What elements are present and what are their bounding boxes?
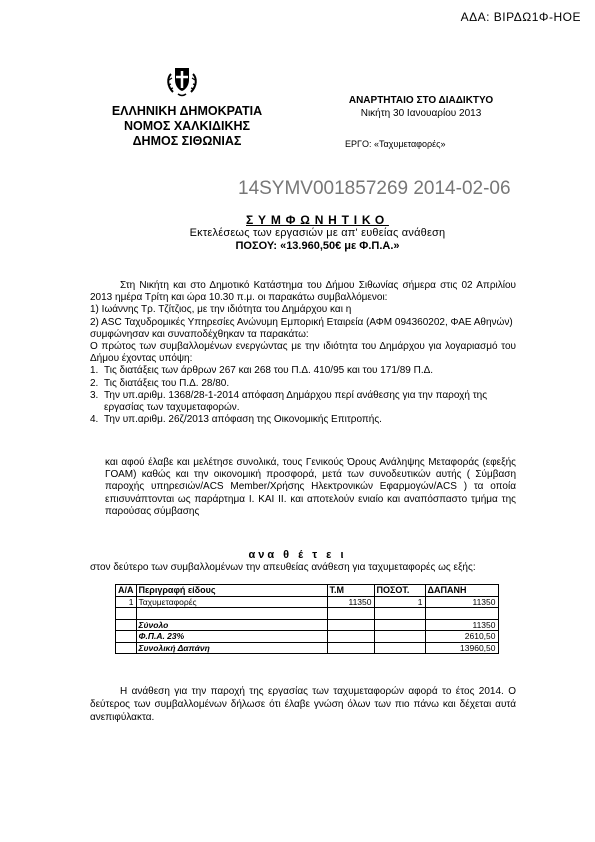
party-1: 1) Ιωάννης Τρ. Τζίτζιος, με την ιδιότητα του Δημάρχου και η — [90, 304, 352, 316]
considering-line: Ο πρώτος των συμβαλλομένων ενεργώντας με την ιδιότητα του Δημάρχου για λογαριασμό του Δήμου έχοντας υπόψη: — [90, 341, 516, 365]
intro-paragraph: Στη Νικήτη και στο Δημοτικό Κατάστημα του Δήμου Σιθωνίας σήμερα στις 02 Απριλίου 2013 ημέρα Τρίτη και ώρα 10.30 π.μ. οι παρακάτω συμβαλλόμενοι: — [90, 280, 516, 304]
greek-emblem-icon — [165, 60, 199, 98]
col-aa: Α/Α — [116, 585, 137, 597]
table-header-row — [116, 585, 499, 597]
grand-total-row: Συνολική Δαπάνη 13960,50 — [116, 642, 499, 654]
items-table — [115, 584, 499, 654]
assigns-text: στον δεύτερο των συμβαλλομένων την απευθείας ανάθεση για ταχυμεταφορές ως εξής: — [90, 562, 476, 573]
table-row: 1 Ταχυμεταφορές 11350 1 11350 — [116, 596, 499, 608]
authority-line-3: ΔΗΜΟΣ ΣΙΘΩΝΙΑΣ — [132, 134, 242, 148]
authority-line-2: ΝΟΜΟΣ ΧΑΛΚΙΔΙΚΗΣ — [123, 119, 251, 133]
table-row — [116, 608, 499, 620]
posting-title: ΑΝΑΡΤΗΤΑΙΟ ΣΤΟ ΔΙΑΔΙΚΤΥΟ — [348, 95, 494, 106]
col-description: Περιγραφή είδους — [136, 585, 327, 597]
closing-paragraph — [90, 685, 516, 724]
posting-block — [330, 94, 512, 120]
vat-row: Φ.Π.Α. 23% 2610,50 — [116, 631, 499, 643]
terms-paragraph: και αφού έλαβε και μελέτησε συνολικά, τους Γενικούς Όρους Ανάληψης Μεταφοράς (εφεξής ΓΟΑΜ) καθώς και την οικονομική προσφορά, μετά των συνοδευτικών αυτής ( Σύμβαση παροχής υπηρεσιών/ACS Member/Χρήσης Ηλεκτρονικών Εφαρμογών/ACS ) τα οποία επισυνάπτονται ως παράρτημα Ι. ΚΑΙ ΙΙ. και αποτελούν ενιαίο και αναπόσπαστο τμήμα της παρούσας σύμβασης — [105, 457, 516, 517]
document-date: Νικήτη 30 Ιανουαρίου 2013 — [360, 108, 482, 119]
authority-line-1: ΕΛΛΗΝΙΚΗ ΔΗΜΟΚΡΑΤΙΑ — [111, 104, 263, 118]
list-item: 4. Την υπ.αριθμ. 26ζ/2013 απόφαση της Οικονομικής Επιτροπής. — [90, 414, 382, 426]
project-label: ΕΡΓΟ: «Ταχυμεταφορές» — [345, 139, 446, 149]
registration-number: 14SYMV001857269 2014-02-06 — [238, 178, 511, 199]
document-subtitle: Εκτελέσεως των εργασιών με απ' ευθείας ανάθεση — [189, 227, 446, 239]
list-item: 3. Την υπ.αριθμ. 1368/28-1-2014 απόφαση Δημάρχου περί ανάθεσης για την παροχή της εργασίας των ταχυμεταφορών. — [90, 389, 488, 414]
agreement-line: συμφώνησαν και συναποδέχθηκαν τα παρακάτω: — [90, 328, 309, 340]
assigns-heading: ανα θ έ τ ε ι — [248, 549, 347, 561]
col-quantity: ΠΟΣΟΤ. — [374, 585, 425, 597]
list-item: 2. Τις διατάξεις του Π.Δ. 28/80. — [90, 377, 230, 389]
conditions-list — [90, 365, 516, 426]
title-block — [0, 213, 595, 252]
authority-block — [92, 104, 282, 149]
col-expense: ΔΑΠΑΝΗ — [425, 585, 498, 597]
party-2: 2) ASC Ταχυδρομικές Υπηρεσίες Ανώνυμη Εμπορική Εταιρεία (ΑΦΜ 094360202, ΦΑΕ Αθηνών) — [90, 316, 513, 328]
ada-code: ΑΔΑ: ΒΙΡΔΩ1Φ-ΗΟΕ — [460, 10, 581, 24]
col-unit-price: Τ.Μ — [327, 585, 374, 597]
intro-section — [90, 280, 516, 426]
total-row: Σύνολο 11350 — [116, 619, 499, 631]
document-heading: ΣΥΜΦΩΝΗΤΙΚΟ — [246, 213, 389, 227]
document-amount: ΠΟΣΟΥ: «13.960,50€ με Φ.Π.Α.» — [235, 240, 400, 252]
closing-text: Η ανάθεση για την παροχή της εργασίας των ταχυμεταφορών αφορά το έτος 2014. Ο δεύτερος των συμβαλλομένων δήλωσε ότι έλαβε γνώση όλων των πιο πάνω και δέχεται αυτά ανεπιφύλακτα. — [90, 686, 516, 723]
list-item: 1. Τις διατάξεις των άρθρων 267 και 268 του Π.Δ. 410/95 και του 171/89 Π.Δ. — [90, 365, 434, 377]
